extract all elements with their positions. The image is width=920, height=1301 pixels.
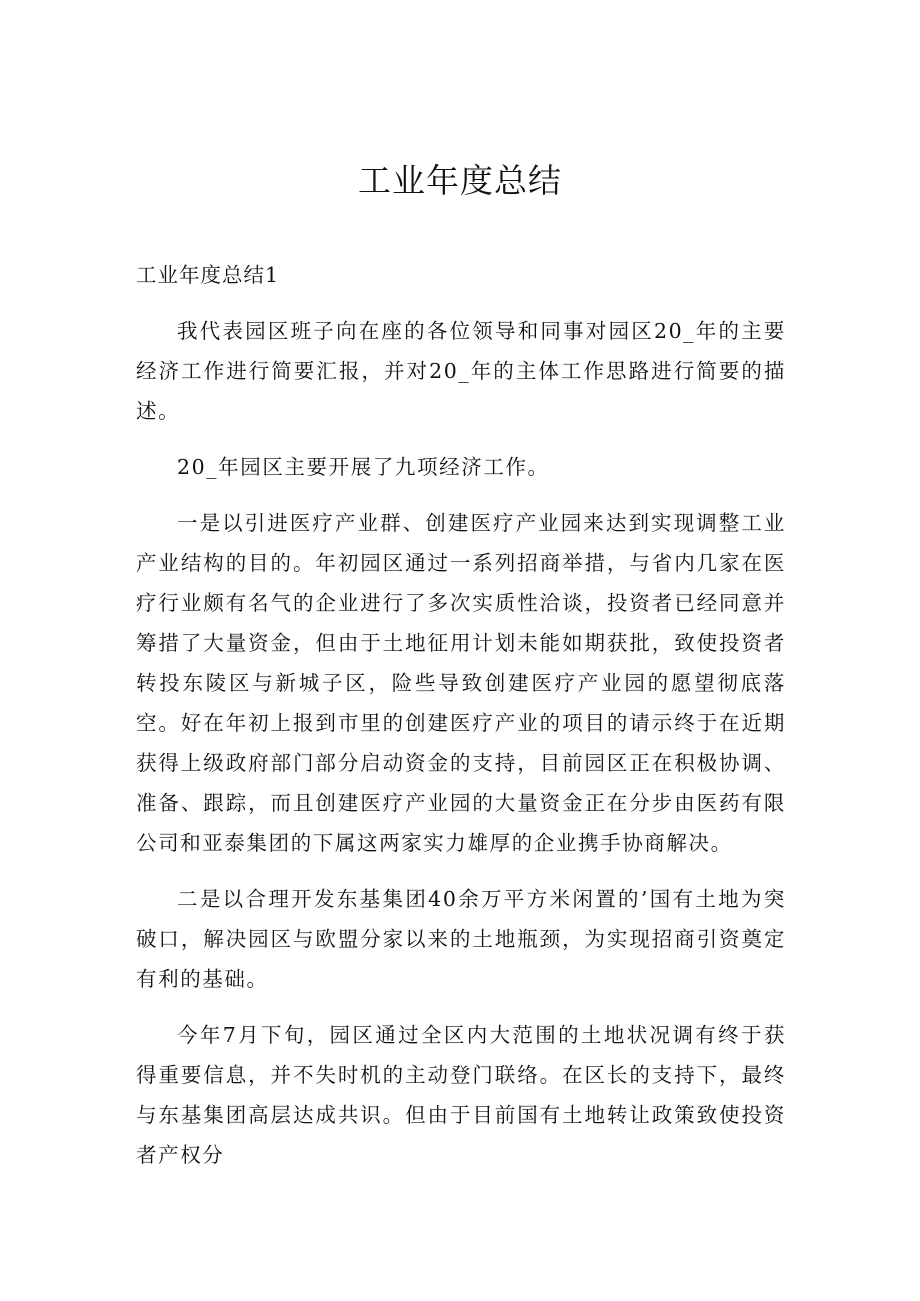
document-title: 工业年度总结 xyxy=(358,161,562,200)
paragraph-july-update: 今年7月下旬，园区通过全区内大范围的土地状况调有终于获得重要信息，并不失时机的主动登门联络。在区长的支持下，最终与东基集团高层达成共识。但由于目前国有土地转让政策致使投资者产权分 xyxy=(136,1023,786,1167)
document-body xyxy=(136,255,786,1191)
section-heading: 工业年度总结1 xyxy=(136,263,280,287)
paragraph-item-two: 二是以合理开发东基集团40余万平方米闲置的’国有土地为突破口，解决园区与欧盟分家以来的土地瓶颈，为实现招商引资奠定有利的基础。 xyxy=(136,887,786,991)
paragraph-item-one: 一是以引进医疗产业群、创建医疗产业园来达到实现调整工业产业结构的目的。年初园区通过一系列招商举措，与省内几家在医疗行业颇有名气的企业进行了多次实质性洽谈，投资者已经同意并筹措了大量资金，但由于土地征用计划未能如期获批，致使投资者转投东陵区与新城子区，险些导致创建医疗产业园的愿望彻底落空。好在年初上报到市里的创建医疗产业的项目的请示终于在近期获得上级政府部门部分启动资金的支持，目前园区正在积极协调、准备、跟踪，而且创建医疗产业园的大量资金正在分步由医药有限公司和亚泰集团的下属这两家实力雄厚的企业携手协商解决。 xyxy=(136,511,786,855)
paragraph-overview: 20_年园区主要开展了九项经济工作。 xyxy=(177,455,550,479)
paragraph-intro: 我代表园区班子向在座的各位领导和同事对园区20_年的主要经济工作进行简要汇报，并对20_年的主体工作思路进行简要的描述。 xyxy=(136,319,786,423)
